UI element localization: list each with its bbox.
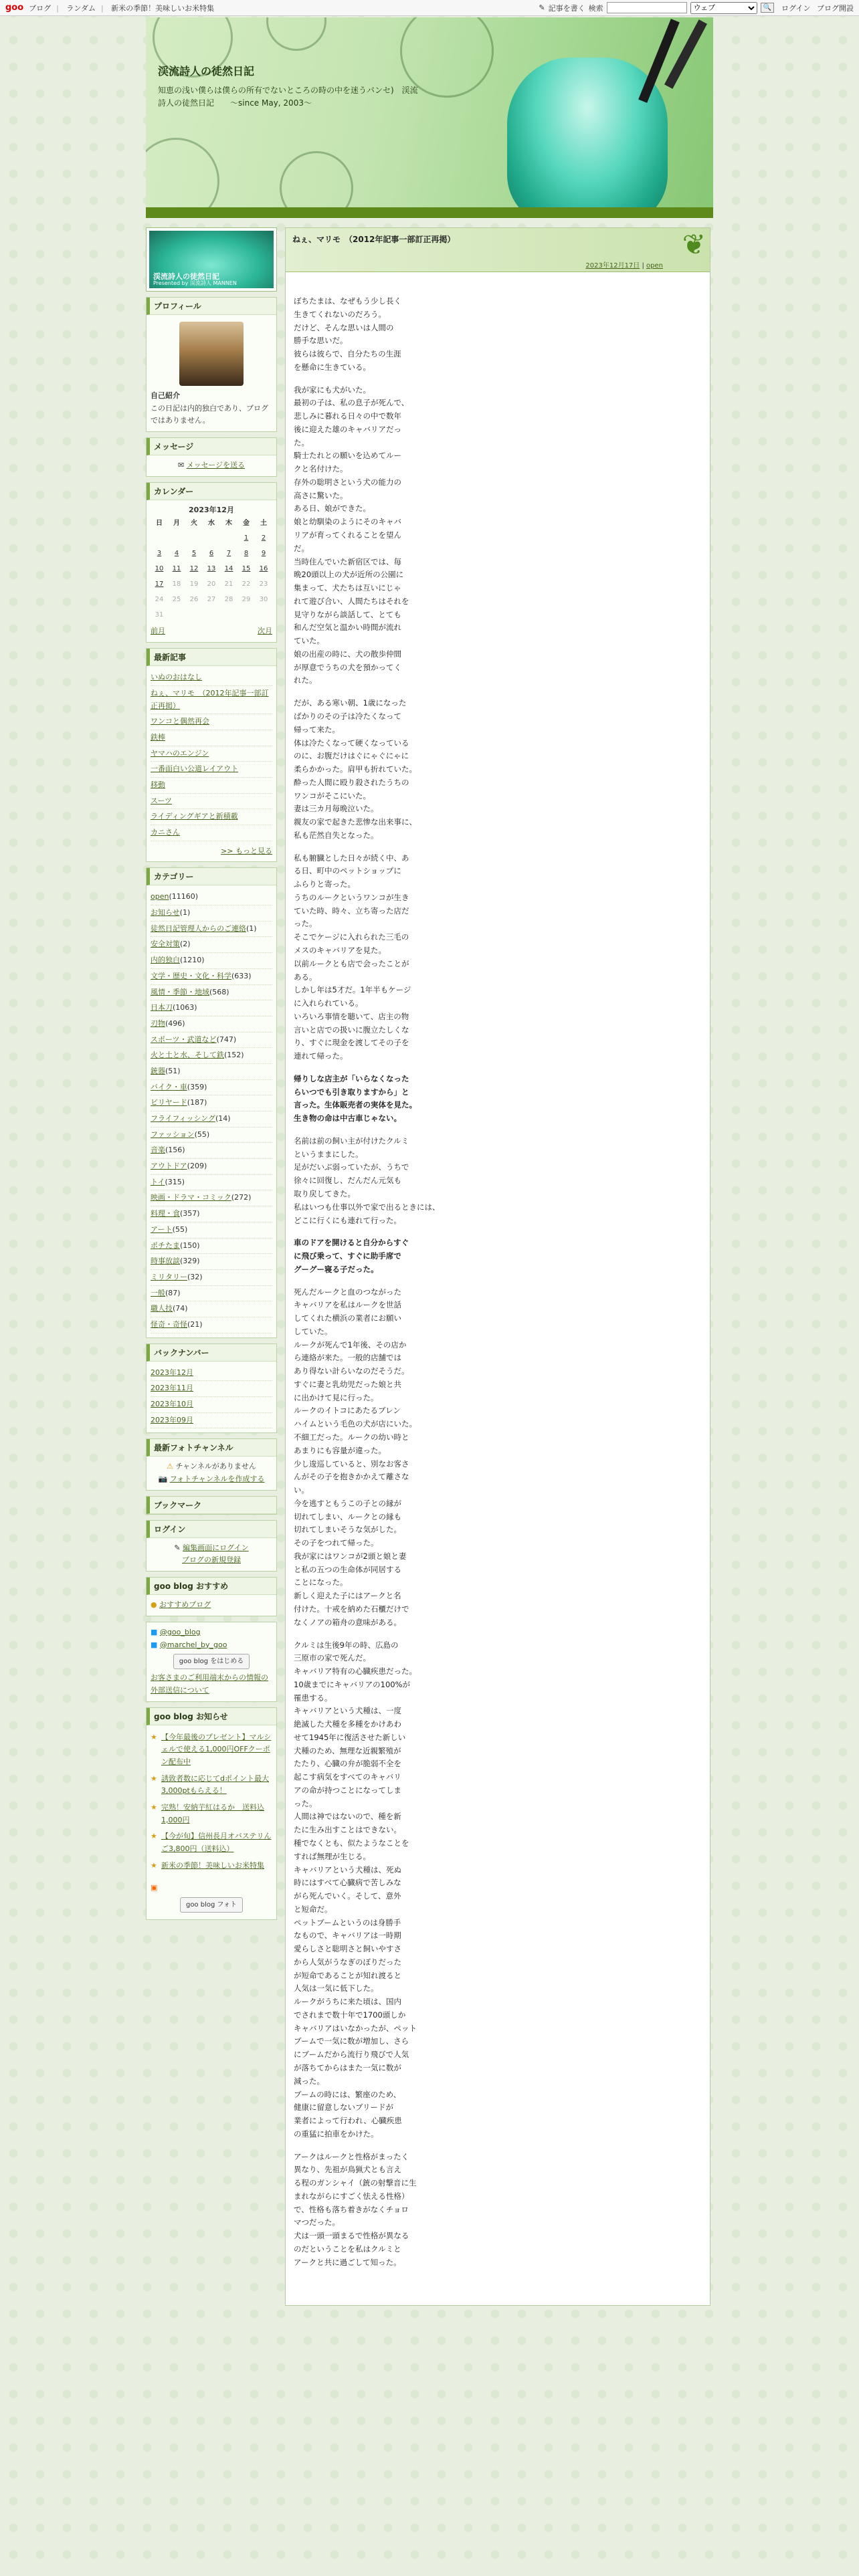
calendar-day[interactable]: 4 [174, 550, 179, 558]
category-item [151, 922, 272, 938]
category-item [151, 1301, 272, 1317]
category-count: (55) [194, 1130, 210, 1139]
category-item [151, 1317, 272, 1333]
backnumber-link[interactable]: 2023年12月 [151, 1366, 272, 1382]
category-item [151, 1206, 272, 1222]
blog-title[interactable]: 渓流詩人の徒然日記 [158, 65, 255, 78]
calendar-month: 2023年12月 [189, 505, 234, 514]
twitter-icon: ■ [151, 1640, 158, 1649]
calendar-day: 26 [189, 596, 199, 604]
calendar-day[interactable]: 6 [209, 550, 214, 558]
category-link[interactable]: 音楽 [151, 1146, 165, 1155]
category-item [151, 1159, 272, 1175]
sidebar-banner[interactable] [146, 227, 277, 292]
category-item [151, 1000, 272, 1016]
calendar-day: 30 [259, 596, 268, 604]
recent-heading: 最新記事 [147, 649, 276, 666]
category-item [151, 1048, 272, 1064]
calendar-day[interactable]: 1 [244, 534, 249, 542]
bookmark-heading: ブックマーク [147, 1497, 276, 1514]
calendar-day: 19 [189, 580, 199, 588]
star-icon: ★ [151, 1860, 157, 1870]
recommend-heading: goo blog おすすめ [147, 1578, 276, 1595]
notice-link[interactable]: 【今が旬】信州長月オバステリんご3,800円（送料込） [161, 1832, 272, 1854]
category-count: (74) [173, 1304, 188, 1313]
calendar-day[interactable]: 10 [155, 565, 164, 573]
category-item [151, 1143, 272, 1159]
calendar-day[interactable]: 9 [261, 550, 266, 558]
category-count: (1210) [180, 956, 205, 965]
category-item [151, 1128, 272, 1144]
category-link[interactable]: ビリヤード [151, 1098, 187, 1107]
category-item [151, 969, 272, 985]
category-item [151, 1286, 272, 1302]
pencil-icon: ✎ [174, 1543, 181, 1552]
edit-login-link[interactable]: 編集画面にログイン [183, 1543, 249, 1552]
social-box [146, 1622, 277, 1702]
bullet-icon: ● [151, 1600, 157, 1610]
category-link[interactable]: 文学・歴史・文化・科学 [151, 971, 231, 980]
self-intro-label: 自己紹介 [151, 391, 180, 400]
calendar-weekday: 土 [260, 520, 267, 528]
recent-post-link[interactable]: ヤマハのエンジン [151, 746, 272, 762]
entry-paragraph: 車のドアを開けると自分からすぐ に飛び乗って、すぐに助手席で グーグー寝る子だった。 [294, 1238, 409, 1274]
category-item [151, 1033, 272, 1049]
category-link[interactable]: open [151, 892, 169, 901]
category-link[interactable]: 安全対策 [151, 940, 180, 949]
calendar-weekday: 水 [208, 520, 215, 528]
entry-paragraph: 我が家にも犬がいた。 最初の子は、私の息子が死んで、 悲しみに暮れる日々の中で数年 後に迎えた雄のキャバリアだっ た。 騎士たれとの願いを込めてルー クと名付けた。 存外の聡明さという犬の能力の 高さに驚いた。 ある日、娘ができた。 娘と幼馴染のようにそのキャバ リアが育ってくれることを望ん だ。 当時住んでいた新宿区では、毎 晩20頭以上の犬が近所の公園に 集まって、犬たちは互いにじゃ れて遊び合い、人間たちはそれを 見守りながら談話して、とても 和んだ空気と温かい時間が流れ ていた。 娘の出産の時に、犬の散歩仲間 が厚意でうちの犬を預かってく れた。 [294, 385, 409, 685]
calendar-weekday: 金 [243, 520, 250, 528]
ornament-icon [266, 17, 326, 51]
calendar-day: 28 [224, 596, 233, 604]
category-count: (359) [187, 1082, 207, 1091]
header-photo [507, 58, 668, 218]
calendar-day: 22 [242, 580, 251, 588]
category-link[interactable]: 怪奇・奇怪 [151, 1319, 187, 1329]
page [146, 17, 713, 2306]
leaf-icon: ❦ [682, 228, 706, 261]
category-count: (2) [180, 940, 191, 949]
category-count: (209) [187, 1162, 207, 1171]
self-intro-text: この日記は内的独白であり、ブログではありません。 [151, 403, 268, 425]
calendar-day[interactable]: 17 [155, 580, 164, 588]
top-bar: goo ブログ | ランダム | 新米の季節！美味しいお米特集 ✎ 記事を書く 検索 ウェブ 🔍 ログイン ブログ開設 [0, 0, 859, 16]
calendar-day [237, 607, 255, 623]
category-item [151, 889, 272, 905]
recent-post-link[interactable]: 鉄棒 [151, 730, 272, 746]
star-icon: ★ [151, 1832, 157, 1841]
category-item [151, 1190, 272, 1206]
categories-heading: カテゴリー [147, 868, 276, 885]
blog-header [146, 17, 713, 218]
calendar-day [220, 530, 237, 546]
calendar-day[interactable]: 5 [191, 550, 197, 558]
category-link[interactable]: トイ [151, 1177, 165, 1186]
bookmark-box [146, 1496, 277, 1515]
notice-item [151, 1858, 272, 1874]
profile-box [146, 297, 277, 432]
recent-post-link[interactable]: いぬのおはなし [151, 670, 272, 686]
entry-title[interactable]: ねぇ、マリモ （2012年記事一部訂正再掲） [292, 235, 456, 244]
category-link[interactable]: 映画・ドラマ・コミック [151, 1193, 231, 1202]
category-count: (633) [231, 971, 252, 980]
pencil-icon: ✎ [539, 3, 545, 12]
category-link[interactable]: 銃器 [151, 1066, 165, 1075]
ornament-icon [146, 138, 219, 218]
calendar-weekday: 月 [173, 520, 180, 528]
category-count: (32) [187, 1272, 203, 1281]
category-count: (329) [180, 1257, 200, 1266]
start-blog-button[interactable]: goo blog をはじめる [173, 1654, 250, 1669]
search-label: 検索 [588, 3, 603, 13]
recent-post-link[interactable]: ねぇ、マリモ （2012年記事一部訂正再掲） [151, 686, 272, 714]
category-item [151, 1111, 272, 1128]
category-count: (1063) [173, 1003, 197, 1012]
entry-header [286, 228, 710, 272]
recent-post-link[interactable]: 一番面白い公道レイアウト [151, 762, 272, 778]
category-link[interactable]: 風情・季節・地域 [151, 987, 209, 996]
entry-paragraph: 名前は前の飼い主が付けたクルミ というままにした。 足がだいぶ弱っていたが、うちで 徐々に回復し、だんだん元気も 取り戻してきた。 私はいつも仕事以外で家で出るときには、 どこに行くにも連れて行った。 [294, 1136, 440, 1225]
category-link[interactable]: ポチたま [151, 1241, 180, 1250]
category-link[interactable]: スポーツ・武道など [151, 1035, 217, 1044]
category-count: (496) [165, 1018, 185, 1028]
warning-icon: ⚠ [167, 1462, 174, 1471]
nav-blog[interactable]: ブログ [29, 3, 52, 13]
profile-heading: プロフィール [147, 298, 276, 315]
category-count: (568) [209, 987, 229, 996]
star-icon: ★ [151, 1732, 157, 1741]
category-link[interactable]: バイク・車 [151, 1082, 187, 1091]
twitter-link-2[interactable]: @marchel_by_goo [159, 1640, 227, 1649]
calendar-day: 20 [207, 580, 216, 588]
calendar-day [185, 530, 203, 546]
calendar-day[interactable]: 8 [244, 550, 249, 558]
calendar-day [151, 530, 168, 546]
calendar-day[interactable]: 16 [259, 565, 268, 573]
calendar-day: 27 [207, 596, 216, 604]
category-item [151, 1175, 272, 1191]
category-count: (187) [187, 1098, 207, 1107]
category-count: (747) [216, 1035, 237, 1044]
main-content [285, 227, 710, 2306]
category-item [151, 953, 272, 969]
category-link[interactable]: アウトドア [151, 1162, 187, 1171]
calendar-day [203, 530, 220, 546]
photo-heading: 最新フォトチャンネル [147, 1439, 276, 1457]
star-icon: ★ [151, 1803, 157, 1812]
calendar-heading: カレンダー [147, 483, 276, 500]
category-count: (156) [165, 1146, 185, 1155]
login-box [146, 1520, 277, 1572]
category-link[interactable]: 一般 [151, 1288, 165, 1297]
entry-paragraph: 死んだルークと血のつながった キャバリアを私はルークを世話 してくれた横浜の業者にお願い していた。 ルークが死んで1年後、その店か ら連絡が来た。一般的店舗では あり得ない計らいなのだそうだ。 すぐに妻と乳幼児だった娘と共 に出かけて見に行った。 ルークのイトコにあたるブレン ハイムという毛色の犬が店にいた。 不細工だった。ルークの幼い時と あまりにも容量が違った。 少し逡巡していると、別なお客さ んがその子を抱きかかえて離さな い。 今を逃すともうこの子との縁が 切れてしまい、ルークとの縁も 切れてしまいそうな気がした。 その子をつれて帰った。 我が家にはワンコが2頭と娘と妻 と私の五つの生命体が同居する ことになった。 新しく迎えた子にはアークと名 付けた。十戒を納めた石櫃だけで なくノアの箱舟の意味がある。 [294, 1287, 417, 1627]
recent-post-link[interactable]: ワンコと偶然再会 [151, 714, 272, 730]
calendar-day: 25 [172, 596, 181, 604]
category-count: (152) [224, 1051, 244, 1060]
calendar-day: 31 [155, 611, 164, 619]
category-item [151, 937, 272, 953]
category-count: (51) [165, 1066, 181, 1075]
categories-box [146, 867, 277, 1337]
calendar-day: 23 [259, 580, 268, 588]
calendar-day[interactable]: 11 [172, 565, 181, 573]
create-channel-link[interactable]: フォトチャンネルを作成する [169, 1475, 265, 1484]
goo-photo-button[interactable]: goo blog フォト [180, 1897, 243, 1913]
category-count: (1) [179, 908, 191, 918]
entry-meta: 2023年12月17日 | open [585, 262, 663, 270]
photo-channel-box [146, 1438, 277, 1490]
open-blog-link[interactable]: ブログ開設 [817, 3, 854, 13]
notice-item [151, 1828, 272, 1857]
notice-heading: goo blog お知らせ [147, 1708, 276, 1725]
category-item [151, 1239, 272, 1255]
login-link[interactable]: ログイン [781, 3, 811, 13]
calendar-table [151, 516, 272, 623]
recent-post-link[interactable]: スーツ [151, 794, 272, 810]
recent-post-link[interactable]: カニさん [151, 825, 272, 841]
banner-title: 渓流詩人の徒然日記 [153, 272, 219, 281]
calendar-weekday: 木 [225, 520, 232, 528]
category-count: (55) [172, 1224, 188, 1234]
recommend-link[interactable]: おすすめブログ [159, 1600, 211, 1610]
category-link[interactable]: 時事放談 [151, 1257, 180, 1266]
calendar-weekday: 火 [191, 520, 197, 528]
no-channel-text: チャンネルがありません [175, 1462, 256, 1471]
envelope-icon: ✉ [177, 461, 185, 470]
entry-paragraph: ぼちたまは、なぜもう少し長く 生きてくれないのだろう。 だけど、そんな思いは人間の 勝手な思いだ。 彼らは彼らで、自分たちの生涯 を懸命に生きている。 [294, 296, 401, 372]
category-link[interactable]: ファッション [151, 1130, 195, 1139]
entry-paragraph: だが、ある寒い朝、1歳になった ばかりのその子は冷たくなって 帰って来た。 体は冷たくなって硬くなっている のに、お腹だけはぐにゃぐにゃに 柔らかかった。肩甲も折れていた。 酔った人間に殴り殺されたうちの ワンコがそこにいた。 妻は三カ月毎晩泣いた。 親友の家で起きた悲惨な出来事に、 私も茫然自失となった。 [294, 698, 417, 840]
calendar-day[interactable]: 13 [207, 565, 216, 573]
category-item [151, 1095, 272, 1111]
calendar-prev[interactable]: 前月 [151, 627, 165, 636]
notice-link[interactable]: 完熟！安納芋紅はるか 送料込1,000円 [161, 1803, 264, 1824]
calendar-day: 21 [224, 580, 233, 588]
calendar-day: 24 [155, 596, 164, 604]
notice-item [151, 1729, 272, 1771]
goo-logo[interactable]: goo [5, 3, 24, 13]
search-icon[interactable]: 🔍 [761, 3, 774, 13]
category-link[interactable]: 日本刀 [151, 1003, 173, 1012]
notice-link[interactable]: 【今年最後のプレゼント】マルシェルで使える1,000円OFFクーポン配布中 [161, 1732, 272, 1766]
sidebar [146, 227, 277, 1925]
category-count: (14) [215, 1114, 231, 1123]
category-item [151, 985, 272, 1001]
backnumber-link[interactable]: 2023年10月 [151, 1397, 272, 1413]
notice-link[interactable]: 新米の季節！美味しいお米特集 [161, 1860, 264, 1870]
category-count: (21) [187, 1319, 203, 1329]
search-scope-select[interactable] [690, 2, 757, 14]
calendar-day[interactable]: 3 [157, 550, 162, 558]
nav-random[interactable]: ランダム [66, 3, 96, 13]
profile-avatar [179, 322, 244, 386]
recent-more-link[interactable]: >> もっと見る [221, 846, 272, 855]
entry-category[interactable]: open [646, 262, 663, 270]
calendar-day: 29 [242, 596, 251, 604]
camera-icon: 📷 [158, 1475, 168, 1484]
new-blog-link[interactable]: ブログの新規登録 [182, 1555, 241, 1565]
category-link[interactable]: フライフィッシング [151, 1114, 215, 1123]
entry [285, 227, 710, 2306]
entry-paragraph: 帰りしな店主が「いらなくなった らいつでも引き取りますから」と 言った。生体販売者の実体を見た。 生き物の命は中古車じゃない。 [294, 1073, 417, 1123]
calendar-day[interactable]: 7 [226, 550, 231, 558]
category-link[interactable]: 火と土と水、そして鉄 [151, 1051, 224, 1060]
recent-post-link[interactable]: 移動 [151, 778, 272, 794]
twitter-link-1[interactable]: @goo_blog [159, 1627, 201, 1636]
calendar-day [203, 607, 220, 623]
entry-paragraph: 私も腑臓とした日々が続く中、あ る日、町中のペットショップに ふらりと寄った。 うちのルークというワンコが生き ていた時、時々、立ち寄った店だ った。 そこでケージに入れられた三毛の メスのキャバリアを見た。 以前ルークとも店で会ったことが ある。 しかし年は5才だ。1年半もケージ に入れられている。 いろいろ事情を聴いて、店主の物 言いと店での扱いに腹立たしくな り、すぐに現金を渡してその子を 連れて帰った。 [294, 853, 411, 1061]
backnumber-box [146, 1344, 277, 1434]
category-item [151, 1270, 272, 1286]
category-count: (272) [231, 1193, 252, 1202]
entry-paragraph: アークはルークと性格がまったく 異なり、先祖が鳥猟犬とも言え る程のガンシャイ（銃の射撃音に生 まれながらにすごく怯える性格） で、性格も落ち着きがなくチョロ マつだった。 犬は一頭一頭まるで性格が異なる のだということを私はクルミと アークと共に過ごして知った。 [294, 2151, 417, 2267]
category-count: (357) [180, 1209, 200, 1218]
category-link[interactable]: 刃物 [151, 1018, 165, 1028]
calendar-day [168, 607, 185, 623]
category-link[interactable]: 内的独白 [151, 956, 180, 965]
category-count: (11160) [169, 892, 199, 901]
send-message-link[interactable]: メッセージを送る [186, 461, 246, 470]
star-icon: ★ [151, 1774, 157, 1783]
entry-paragraph: クルミは生後9年の時、広島の 三原市の家で死んだ。 キャバリア特有の心臓疾患だった。 10歳までにキャバリアの100%が 罹患する。 キャバリアという犬種は、一度 絶滅した犬種を多種をかけあわ せて1945年に復活させた新しい 犬種のため、無理な近親繁殖が たたり、心臓の弁が脆弱不全を 起こす病気をすべてのキャバリ アの命が持つことになってしま った。 人間は神ではないので、種を新 たに生み出すことはできない。 種でなくとも、似たようなことを すれば無理が生じる。 キャバリアという犬種は、死ぬ 時にはすべて心臓病で苦しみな がら死んでいく。そして、意外 と短命だ。 ペットブームというのは身勝手 なもので、キャバリアは一時期 愛らしさと聡明さと飼いやすさ から人気がうなぎのぼりだった が短命であることが知れ渡ると 人気は一気に低下した。 ルークがうちに来た頃は、国内 でされまで数十年で1700頭しか キャバリアはいなかったが、ペット ブームで一気に数が増加し、さら にブームだから流行り飛びで人気 が落ちてからはまた一気に数が 減った。 ブームの時には、繁座のため、 健康に留意しないブリードが 業者によって行われ、心臓疾患 の重猛に拍車をかけた。 [294, 1640, 417, 2139]
message-box [146, 437, 277, 477]
calendar-day [220, 607, 237, 623]
category-count: (150) [180, 1241, 200, 1250]
category-link[interactable]: お知らせ [151, 908, 180, 918]
rss-icon[interactable]: ▣ [151, 1883, 158, 1893]
external-info-link[interactable]: お客さまのご利用端末からの情報の外部送信について [151, 1673, 268, 1695]
calendar-day [168, 530, 185, 546]
calendar-day [255, 607, 272, 623]
blog-description: 知恵の浅い僕らは僕らの所有でないところの時の中を迷うパンセ) 渓流詩人の徒然日記 ～since May, 2003～ [158, 86, 418, 108]
search-input[interactable] [607, 2, 687, 13]
category-item [151, 1080, 272, 1096]
backnumber-heading: バックナンバー [147, 1344, 276, 1362]
category-link[interactable]: 徒然日記管理人からのご連絡 [151, 924, 246, 933]
category-count: (87) [165, 1288, 181, 1297]
category-link[interactable]: 料理・食 [151, 1209, 180, 1218]
notice-link[interactable]: 誘致者数に応じてdポイント最大3,000ptもらえる！ [161, 1774, 269, 1796]
calendar-weekday: 日 [156, 520, 163, 528]
category-item [151, 1016, 272, 1033]
recommend-box [146, 1577, 277, 1616]
backnumber-link[interactable]: 2023年11月 [151, 1381, 272, 1397]
notice-item [151, 1800, 272, 1828]
banner-subtitle: Presented by 渓流詩人 MANNEN [153, 280, 237, 286]
calendar-day[interactable]: 2 [261, 534, 266, 542]
nav-rice-special[interactable]: 新米の季節！美味しいお米特集 [111, 3, 215, 13]
category-count: (315) [165, 1177, 185, 1186]
backnumber-link[interactable]: 2023年09月 [151, 1413, 272, 1429]
write-post-link[interactable]: 記事を書く [548, 3, 585, 13]
notice-item [151, 1771, 272, 1800]
category-count: (1) [246, 924, 257, 933]
calendar-day: 18 [172, 580, 181, 588]
category-link[interactable]: アート [151, 1224, 173, 1234]
message-heading: メッセージ [147, 438, 276, 455]
entry-date[interactable]: 2023年12月17日 [585, 262, 640, 270]
category-item [151, 1222, 272, 1239]
calendar-day[interactable]: 15 [242, 565, 251, 573]
calendar-day[interactable]: 14 [224, 565, 233, 573]
calendar-day[interactable]: 12 [189, 565, 199, 573]
entry-body [286, 272, 710, 2305]
calendar-box [146, 482, 277, 643]
ornament-icon [280, 151, 353, 218]
twitter-icon: ■ [151, 1627, 158, 1636]
calendar-next[interactable]: 次月 [258, 627, 272, 636]
recent-posts-box [146, 648, 277, 862]
calendar-day [185, 607, 203, 623]
category-item [151, 1064, 272, 1080]
recent-post-link[interactable]: ライディングギアと新積載 [151, 809, 272, 825]
category-item [151, 1254, 272, 1270]
login-heading: ログイン [147, 1521, 276, 1538]
category-link[interactable]: 職人技 [151, 1304, 173, 1313]
notice-box [146, 1707, 277, 1921]
category-item [151, 905, 272, 922]
category-link[interactable]: ミリタリー [151, 1272, 187, 1281]
